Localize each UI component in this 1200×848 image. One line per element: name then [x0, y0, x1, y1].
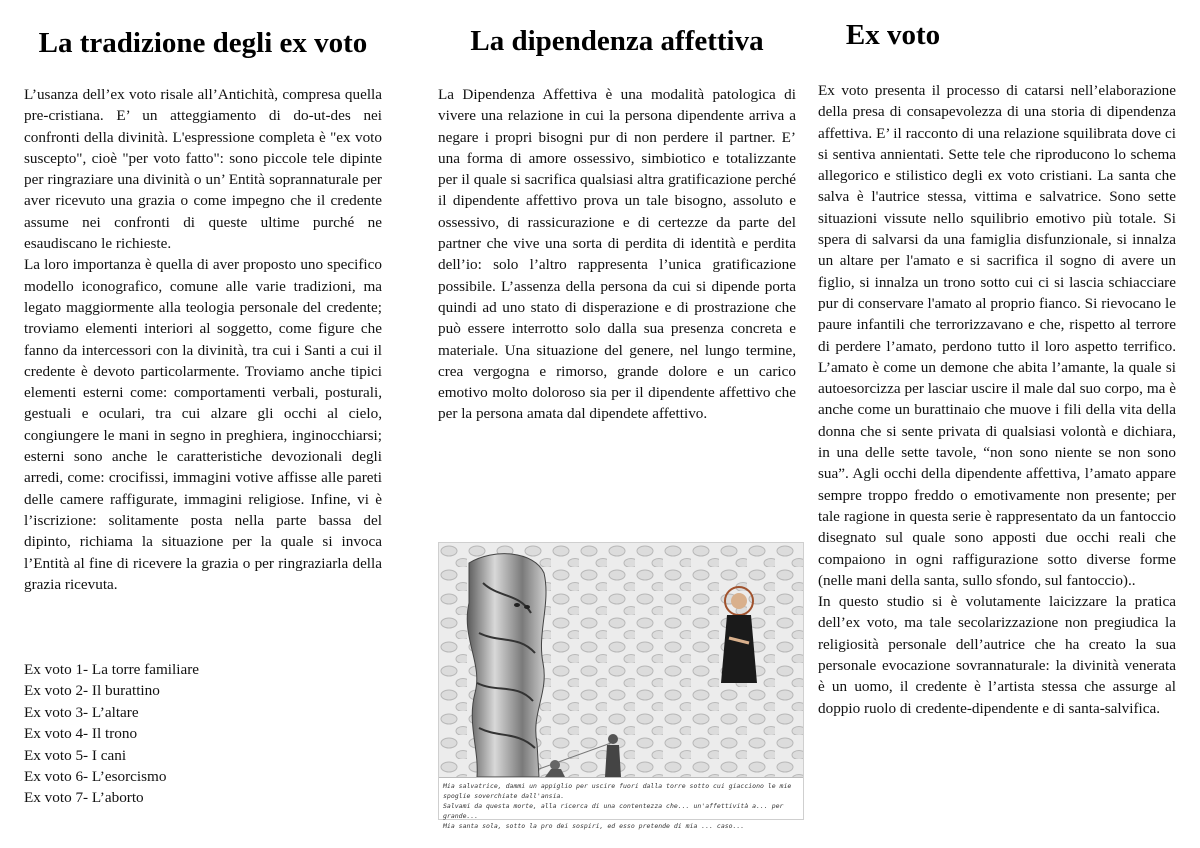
- caption-line: Mia santa sola, sotto la pro dei sospiri, ed esso pretende di mia ... caso...: [443, 822, 745, 830]
- artwork-caption: [439, 777, 803, 830]
- artwork-illustration: [439, 543, 803, 777]
- paragraph-1: L’usanza dell’ex voto risale all’Antichità, compresa quella pre-cristiana. E’ un atteggiamento di do-ut-des nei confronti della divinità. L'espressione completa è "ex voto suscepto", cioè "per voto fatto": sono piccole tele dipinte per ringraziare una divinità o un’ Entità soprannaturale per aver ricevuto una grazia o come impegno che il credente assume nei confronti di queste ultime purché ne esaudiscano le richieste.: [24, 86, 382, 253]
- paragraph-2: La loro importanza è quella di aver proposto uno specifico modello iconografico, comune alle varie tradizioni, ma legato maggiormente alla teologia personale del credente; troviamo elementi interiori al soggetto, come figure che fanno da intercessori con la divinità, tra cui i Santi a cui il credente è devoto particolarmente. Troviamo anche tipici elementi esterni come: comportamenti verbali, posturali, gestuali e oculari, tra cui alzare gli occhi al cielo, congiungere le mani in segno in preghiera, inginocchiarsi; esterni sono anche le caratteristiche devozionali degli arredi, come: crocifissi, immagini votive affisse alle pareti delle camere raffigurate, immagini religiose. Infine, vi è l’iscrizione: solitamente posta nella parte bassa del dipinto, richiama la situazione per la quale si invoca l’Entità al fine di ricevere la grazia o per ringraziarla della grazia ricevuta.: [24, 256, 382, 593]
- caption-line: Mia salvatrice, dammi un appiglio per uscire fuori dalla torre sotto cui giacciono le mie spoglie soverchiate dall'ansia.: [443, 782, 792, 800]
- paragraph-ex-voto-1: Ex voto presenta il processo di catarsi nell’elaborazione della presa di consapevolezza di una storia di dipendenza affettiva. E’ il racconto di una relazione squilibrata dove ci si sentiva annientati. Sette tele che riproducono lo schema allegorico e stilistico degli ex voto cristiani. La santa che salva è l'autrice stessa, vittima e salvatrice. Sono sette situazioni vissute nello squilibrio emotivo più totale. Si spera di salvarsi da una famiglia disfunzionale, si innalza un altare per l'amato e si sacrifica il sogno di avere un figlio, si innalza un trono sotto cui ci si lascia schiacciare pur di conservare l'amato al proprio fianco. Si rievocano le paure infantili che terrorizzavano e che, rispetto al terrore di perdere l’amato, perdono tutto il loro aspetto terrifico. L’amato è come un demone che abita l’amante, la quale si autoesorcizza per lasciar uscire il male dal suo corpo, ma è anche come un burattinaio che muove i fili della vita della donna che si sente privata di qualsiasi volontà e dichiara, in una delle sette tavole, “non sono niente se non sono sua”. Agli occhi della dipendente affettiva, l’amato appare sempre troppo freddo o emotivamente non presente; per tale ragione in questa serie è rappresentato da un fantoccio disegnato sul quale sono apposti due occhi reali che compaiono in ogni raffigurazione sotto diverse forme (nelle mani della santa, sullo sfondo, sul fantoccio)..: [818, 82, 1176, 589]
- list-item: Ex voto 3- L’altare: [24, 703, 139, 721]
- paragraph-ex-voto-2: In questo studio si è volutamente laicizzare la pratica dell’ex voto, ma tale secolarizzazione non pregiudica la religiosità personale dell’autrice che ha creato la sua personale evocazione sovrannaturale: la divinità venerata è un uomo, il credente è l’artista stessa che assurge al doppio ruolo di credente-dipendente e di santa-salvifica.: [818, 593, 1176, 717]
- section-title-dipendenza: La dipendenza affettiva: [470, 25, 764, 57]
- list-item: Ex voto 1- La torre familiare: [24, 661, 200, 678]
- list-item: Ex voto 4- Il trono: [24, 725, 138, 743]
- list-item: Ex voto 2- Il burattino: [24, 682, 160, 700]
- section-body-ex-voto: [818, 80, 1176, 719]
- section-body-tradizione: [24, 84, 382, 595]
- section-title-tradizione: La tradizione degli ex voto: [38, 27, 368, 59]
- caption-line: Salvami da questa morte, alla ricerca di una contentezza che... un'affettività a... per grande...: [443, 802, 784, 820]
- paragraph-dipendenza: La Dipendenza Affettiva è una modalità patologica di vivere una relazione in cui la persona dipendente arriva a negare i propri bisogni pur di non perdere il partner. E’ una forma di amore ossessivo, simbiotico e totalizzante per il quale si sacrifica qualsiasi altra gratificazione perché il dipendente affettivo prova un tale bisogno, assoluto e ossessivo, di rassicurazione e di certezze da parte del partner che vive una sorta di perdita di identità e perdita dell’io: solo l’altro rappresenta l’unica gratificazione possibile. L’assenza della persona da cui si dipende porta quindi ad uno stato di disperazione e di prostrazione che può essere interrotto solo dalla sua presenza concreta e materiale. Una situazione del genere, nel lungo termine, crea vergogna e rimorso, grande dolore e un carico emotivo molto doloroso sia per il dipendente affettivo che per la persona amata dal dipendete affettivo.: [438, 86, 796, 423]
- section-title-ex-voto: Ex voto: [845, 19, 941, 51]
- list-item: Ex voto 7- L’aborto: [24, 789, 144, 807]
- list-item: Ex voto 6- L’esorcismo: [24, 768, 167, 786]
- ex-voto-artwork: [438, 542, 804, 830]
- list-item: Ex voto 5- I cani: [24, 746, 127, 764]
- ex-voto-list: [24, 659, 382, 809]
- section-body-dipendenza: [438, 84, 796, 425]
